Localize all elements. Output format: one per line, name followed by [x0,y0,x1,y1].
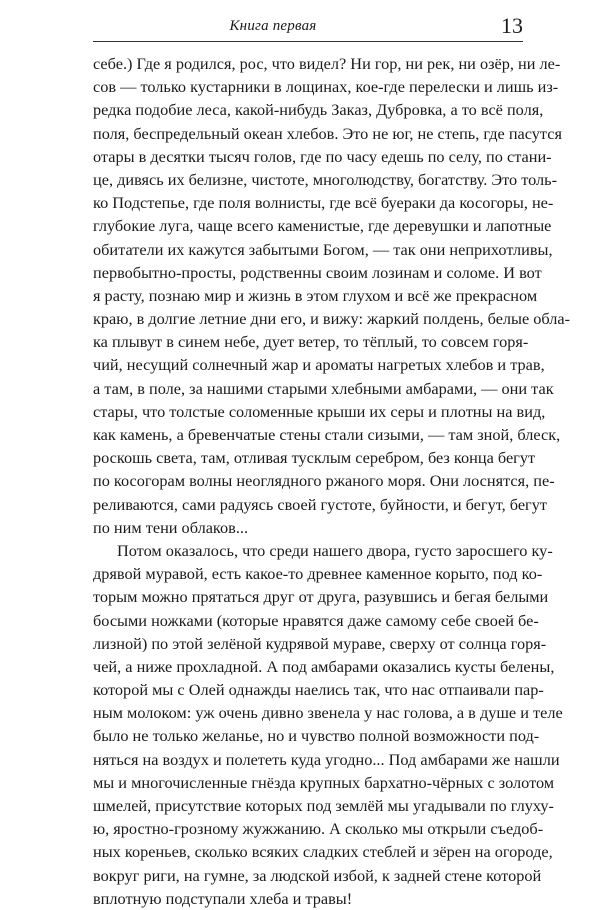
text-line: реливаются, сами радуясь своей густоте, буйности, и бегут, бегут [93,494,547,514]
text-line: чей, а ниже прохладной. А под амбарами оказались кусты белены, [93,656,555,676]
text-line: сов — только кустарники в лощинах, кое-где перелески и лишь из- [93,77,559,97]
text-line: как камень, а бревенчатые стены стали сизыми, — там зной, блеск, [93,425,561,444]
text-line: отары в десятки тысяч голов, где по часу едешь по селу, по стани- [93,146,552,166]
text-line: я расту, познаю мир и жизнь в этом глухом и всё же прекрасном [93,285,538,305]
text-line: стары, что толстые соломенные крыши их серы и плотны на вид, [93,401,546,421]
text-line: ным молоком: уж очень дивно звенела у нас голова, а в душе и теле [93,703,563,723]
text-line: было не только желанье, но и чувство полной возможности под- [93,726,540,746]
text-line: шмелей, присутствие которых под землёй мы угадывали по глуху- [93,796,554,815]
text-line: вокруг риги, на гумне, за людской избой, к задней стене которой [93,865,542,885]
text-line: торым можно прятаться друг от друга, разувшись и бегая белыми [93,587,549,607]
text-line: обитатели их кажутся забытыми Богом, — так они неприхотливы, [93,239,553,259]
text-line: поля, беспредельный океан хлебов. Это не юг, не степь, где пасутся [93,123,562,143]
text-line: лизной) по этой зелёной кудрявой мураве, сверху от солнца горя- [93,633,547,653]
text-line: себе.) Где я родился, рос, что видел? Ни гор, ни рек, ни озёр, ни ле- [93,54,561,73]
text-line: по ним тени облаков... [93,517,249,537]
text-line: которой мы с Олей однажды наелись так, что нас отпаивали пар- [93,680,544,700]
text-line: первобытно-просты, родственны своим лозинам и соломе. И вот [93,262,542,282]
text-line: мы и многочисленные гнёзда крупных бархатно-чёрных с золотом [93,772,555,792]
text-line: чий, несущий солнечный жар и ароматы нагретых хлебов и трав, [93,355,545,375]
text-line: краю, в долгие летние дни его, и вижу: жаркий полдень, белые обла- [93,309,571,329]
header-rule [93,41,523,42]
text-line: ка плывут в синем небе, дует ветер, то тёплый, то совсем горя- [93,332,529,352]
paragraph-2 [93,539,563,910]
text-line: босыми ножками (которые нравятся даже самому себе своей бе- [93,610,539,630]
text-line: дрявой муравой, есть какое-то древнее каменное корыто, под ко- [93,564,543,584]
text-line: няться на воздух и полететь куда угодно... Под амбарами же нашли [93,749,560,769]
running-header [93,14,523,44]
text-line: це, дивясь их белизне, чистоте, многолюдству, богатству. Это толь- [93,169,557,189]
text-line: а там, в поле, за нашими старыми хлебными амбарами, — они так [93,378,554,398]
text-line: по косогорам волны неоглядного ржаного моря. Они лоснятся, пе- [93,471,555,491]
page-number: 13 [501,13,523,38]
running-title: Книга первая [229,18,317,34]
paragraph-1 [93,52,571,539]
text-line: редка подобие леса, какой-нибудь Заказ, Дубровка, а то всё поля, [93,100,544,120]
text-line: вплотную подступали хлеба и травы! [93,888,353,908]
body-text [93,52,571,910]
text-line: глубокие луга, чаще всего каменистые, где деревушки и лапотные [93,216,552,236]
text-line: ю, яростно-грозному жужжанию. А сколько мы открыли съедоб- [93,819,544,839]
text-line: Потом оказалось, что среди нашего двора, густо заросшего ку- [117,540,553,560]
text-line: роскошь света, там, отливая тусклым серебром, без конца бегут [93,448,536,468]
text-line: ко Подстепье, где поля волнисты, где всё буераки да косогоры, не- [93,193,554,213]
text-line: ных кореньев, сколько всяких сладких стеблей и зёрен на огороде, [93,842,553,862]
